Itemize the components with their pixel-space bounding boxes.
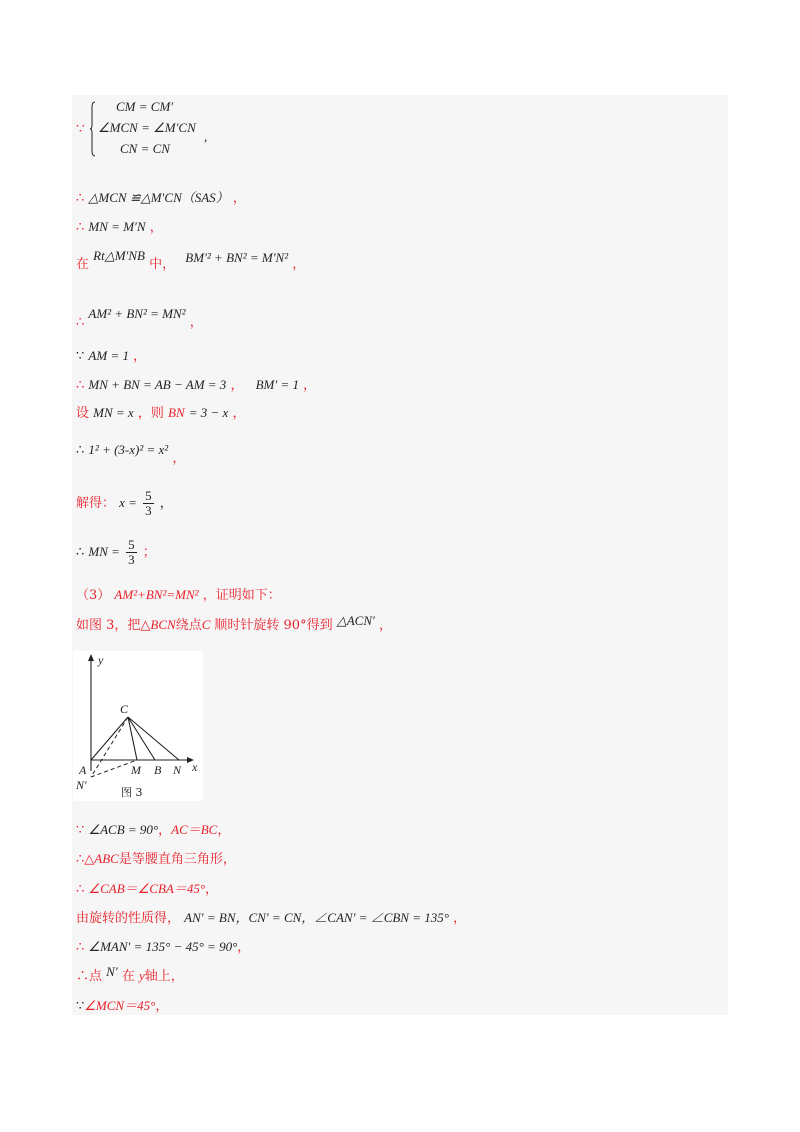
fraction-five-thirds: $\frac{5}{3}$ [145,488,152,518]
proof-line-equation: ∴ 1² + (3-x)² = x² ， [76,442,186,466]
system-row-2: ∠MCN = ∠M′CN [98,120,196,135]
because-symbol: ∵ [76,121,85,137]
fraction-five-thirds: $\frac{5}{3}$ [128,537,135,567]
proof-line-rotation-property: 由旋转的性质得， AN′ = BN，CN′ = CN，∠CAN′ = ∠CBN = 135° ， [76,910,467,926]
figure-caption: 图 3 [121,786,143,799]
system-row-1: CM = CM′ [116,99,174,114]
proof-line-angle-acb: ∵ ∠ACB = 90°，AC＝BC， [76,822,231,838]
left-brace-icon [90,101,96,157]
segment-ac [91,717,128,760]
y-axis-arrow-icon [88,654,94,661]
document-page [72,95,728,1015]
proof-line-45-degrees: ∴ ∠CAB＝∠CBA＝45°， [76,881,219,897]
label-m: M [131,763,141,777]
proof-line-mn-equals: ∴ MN = M′N ， [76,219,163,235]
proof-line-man-prime-90: ∴ ∠MAN′ = 135° − 45° = 90°， [76,939,251,955]
label-c: C [120,702,129,716]
proof-part-3-heading: （3） AM²+BN²=MN² ，证明如下： [76,587,281,603]
figure-3-diagram [73,651,203,801]
proof-line-congruence: ∴ △MCN ≌△M′CN（SAS） ， [76,190,246,206]
proof-line-mn-result: ∴ MN = $\frac{5}{3}$ ； [76,537,156,567]
label-n-prime: N′ [76,778,87,792]
proof-line-am-bn-mn: ∴ AM² + BN² = MN² ， [76,306,203,330]
geometry-figure-svg [73,651,203,801]
proof-line-mn-plus-bn: ∴ MN + BN = AB − AM = 3 ， BM′ = 1 ， [76,377,317,393]
system-trailing-comma: , [204,129,208,144]
label-y: y [98,653,104,667]
proof-line-isosceles: ∴△ABC是等腰直角三角形， [76,851,236,867]
label-x: x [192,760,198,774]
proof-line-let-mn-x: 设 MN = x ，则 BN = 3 − x ， [76,405,246,421]
proof-line-solve-x: 解得： x = $\frac{5}{3}$ ， [76,488,173,518]
equation-system [76,99,276,161]
label-n: N [173,763,182,777]
proof-line-pythagoras-right-triangle: 在 Rt△M′NB 中， BM′² + BN² = M′N² ， [76,248,306,272]
proof-line-am-equals-1: ∵ AM = 1 ， [76,348,147,364]
segment-cn-prime [91,717,128,777]
system-row-3: CN = CN [120,141,170,156]
proof-line-n-prime-on-y-axis: ∴点 N′ 在 y轴上， [76,964,184,984]
label-a: A [79,763,87,777]
proof-line-rotation: 如图 3，把△BCN绕点C 顺时针旋转 90°得到 △ACN′ ， [76,613,392,633]
proof-line-mcn-45: ∵∠MCN＝45°， [76,998,169,1014]
label-b: B [154,763,162,777]
